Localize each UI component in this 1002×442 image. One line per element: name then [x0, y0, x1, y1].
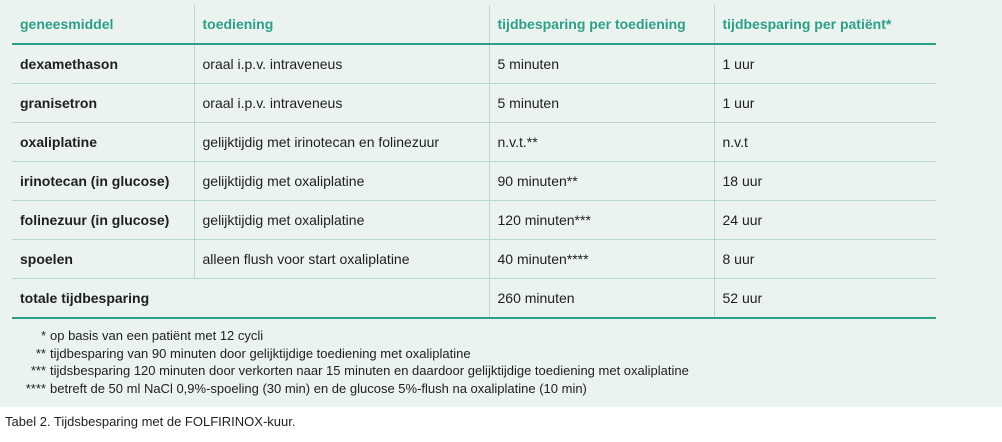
- table-header-row: [12, 5, 936, 44]
- footnote-text: tijdbesparing van 90 minuten door gelijktijdige toediening met oxaliplatine: [50, 345, 471, 361]
- route-cell: gelijktijdig met oxaliplatine: [194, 201, 489, 240]
- footnotes: [18, 327, 689, 397]
- per-patient-cell: 18 uur: [714, 162, 936, 201]
- time-savings-table: [12, 5, 936, 319]
- table-row: [12, 123, 936, 162]
- table-row: [12, 44, 936, 84]
- per-admin-cell: 90 minuten**: [489, 162, 714, 201]
- total-per-patient-cell: 52 uur: [714, 279, 936, 319]
- footnote-marker: ***: [30, 363, 46, 378]
- footnote: [18, 327, 689, 345]
- column-header-route: toediening: [194, 5, 489, 44]
- route-cell: oraal i.p.v. intraveneus: [194, 84, 489, 123]
- route-cell: gelijktijdig met irinotecan en folinezuur: [194, 123, 489, 162]
- table-row: [12, 162, 936, 201]
- footnote-text: op basis van een patiënt met 12 cycli: [50, 328, 264, 343]
- footnote: [18, 380, 689, 398]
- per-patient-cell: 8 uur: [714, 240, 936, 279]
- footnote-text: betreft de 50 ml NaCl 0,9%-spoeling (30 min) en de glucose 5%-flush na oxaliplatine (10 min): [50, 380, 587, 396]
- route-cell: alleen flush voor start oxaliplatine: [194, 240, 489, 279]
- per-patient-cell: 24 uur: [714, 201, 936, 240]
- total-row: [12, 279, 936, 319]
- per-admin-cell: n.v.t.**: [489, 123, 714, 162]
- drug-cell: granisetron: [12, 84, 194, 123]
- per-patient-cell: 1 uur: [714, 84, 936, 123]
- footnote-marker: *: [40, 328, 46, 343]
- drug-cell: spoelen: [12, 240, 194, 279]
- column-header-drug: geneesmiddel: [12, 5, 194, 44]
- table-row: [12, 201, 936, 240]
- drug-cell: oxaliplatine: [12, 123, 194, 162]
- route-cell: gelijktijdig met oxaliplatine: [194, 162, 489, 201]
- per-admin-cell: 5 minuten: [489, 84, 714, 123]
- footnote-text: tijdsbesparing 120 minuten door verkorten naar 15 minuten en daardoor gelijktijdige toediening met oxaliplatine: [50, 363, 689, 378]
- per-admin-cell: 120 minuten***: [489, 201, 714, 240]
- table-row: [12, 84, 936, 123]
- per-admin-cell: 5 minuten: [489, 44, 714, 84]
- drug-cell: dexamethason: [12, 44, 194, 84]
- footnote-marker: ****: [25, 380, 46, 396]
- footnote: [18, 362, 689, 380]
- column-header-per-admin: tijdbesparing per toediening: [489, 5, 714, 44]
- route-cell: oraal i.p.v. intraveneus: [194, 44, 489, 84]
- table-row: [12, 240, 936, 279]
- per-admin-cell: 40 minuten****: [489, 240, 714, 279]
- drug-cell: folinezuur (in glucose): [12, 201, 194, 240]
- footnote: [18, 345, 689, 363]
- per-patient-cell: 1 uur: [714, 44, 936, 84]
- per-patient-cell: n.v.t: [714, 123, 936, 162]
- drug-cell: irinotecan (in glucose): [12, 162, 194, 201]
- total-per-admin-cell: 260 minuten: [489, 279, 714, 319]
- column-header-per-patient: tijdbesparing per patiënt*: [714, 5, 936, 44]
- footnote-marker: **: [35, 345, 46, 361]
- total-label: totale tijdbesparing: [12, 279, 489, 319]
- table-caption: Tabel 2. Tijdsbesparing met de FOLFIRINOX-kuur.: [5, 414, 296, 429]
